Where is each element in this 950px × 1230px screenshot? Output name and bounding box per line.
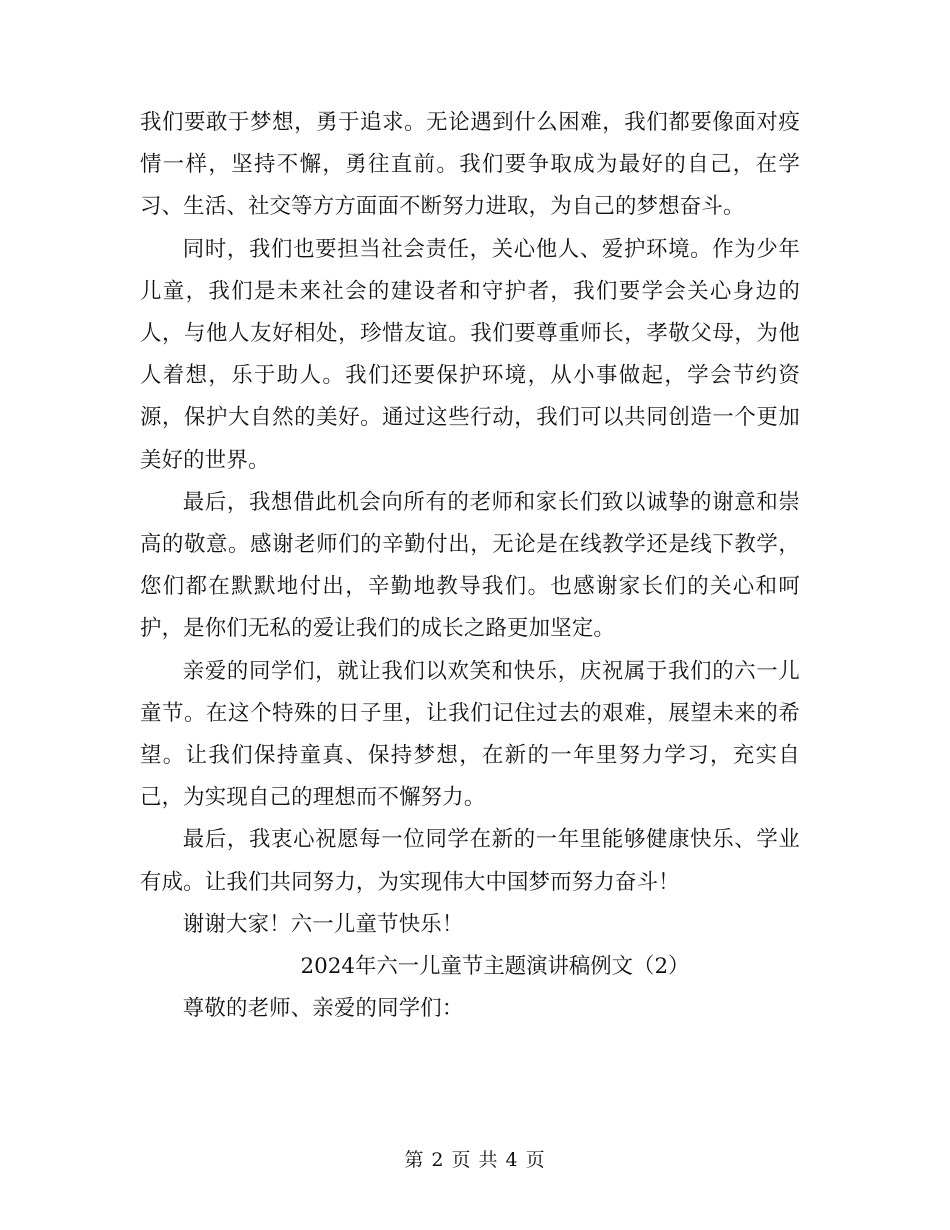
document-body <box>140 102 800 1030</box>
section-heading: 2024年六一儿童节主题演讲稿例文（2） <box>300 954 690 980</box>
paragraph-thanks: 最后，我想借此机会向所有的老师和家长们致以诚挚的谢意和崇高的敬意。感谢老师们的辛勤付出，无论是在线教学还是线下教学，您们都在默默地付出，辛勤地教导我们。也感谢家长们的关心和呵护，是你们无私的爱让我们的成长之路更加坚定。 <box>140 489 800 642</box>
paragraph-wishes: 最后，我衷心祝愿每一位同学在新的一年里能够健康快乐、学业有成。让我们共同努力，为实现伟大中国梦而努力奋斗！ <box>140 827 800 895</box>
page-footer <box>0 1146 950 1174</box>
paragraph-closing: 谢谢大家！六一儿童节快乐！ <box>182 911 464 937</box>
page-number-label: 第 2 页 共 4 页 <box>404 1149 546 1171</box>
salutation: 尊敬的老师、亲爱的同学们： <box>182 996 464 1022</box>
paragraph-celebration: 亲爱的同学们，就让我们以欢笑和快乐，庆祝属于我们的六一儿童节。在这个特殊的日子里，让我们记住过去的艰难，展望未来的希望。让我们保持童真、保持梦想，在新的一年里努力学习，充实自己，为实现自己的理想而不懈努力。 <box>140 658 800 811</box>
paragraph-responsibility: 同时，我们也要担当社会责任，关心他人、爱护环境。作为少年儿童，我们是未来社会的建设者和守护者，我们要学会关心身边的人，与他人友好相处，珍惜友谊。我们要尊重师长，孝敬父母，为他人着想，乐于助人。我们还要保护环境，从小事做起，学会节约资源，保护大自然的美好。通过这些行动，我们可以共同创造一个更加美好的世界。 <box>140 236 800 473</box>
paragraph-dreams: 我们要敢于梦想，勇于追求。无论遇到什么困难，我们都要像面对疫情一样，坚持不懈，勇往直前。我们要争取成为最好的自己，在学习、生活、社交等方方面面不断努力进取，为自己的梦想奋斗。 <box>140 110 800 220</box>
